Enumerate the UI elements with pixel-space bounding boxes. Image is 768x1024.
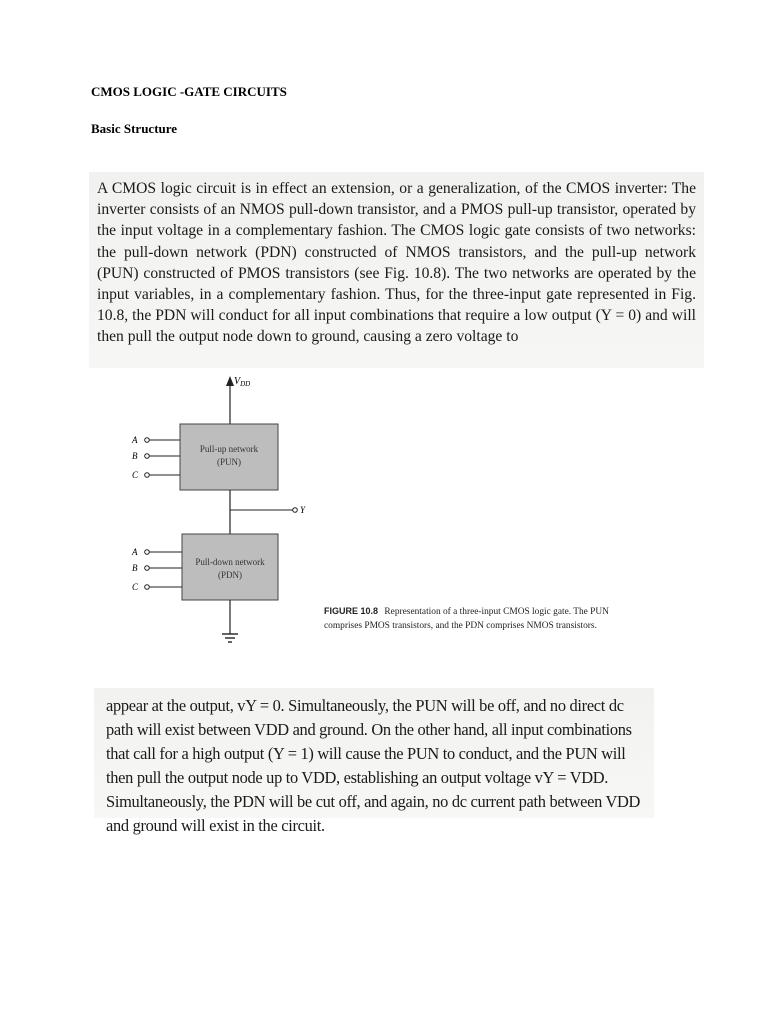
pdn-label-line1: Pull-down network: [195, 557, 265, 567]
scanned-paragraph-2: appear at the output, vY = 0. Simultaneously, the PUN will be off, and no direct dc path will exist between VDD and ground. On the other hand, all input combinations that call for a high output (Y = 1) will cause the PUN to conduct, and the PUN will then pull the output node up to VDD, establishing an output voltage vY = VDD. Simultaneously, the PDN will be cut off, and again, no dc current path between VDD and ground will exist in the circuit.: [106, 696, 641, 835]
pun-input-b-label: B: [132, 451, 138, 461]
ground-icon: [222, 634, 238, 642]
pun-input-b-terminal: [145, 454, 150, 459]
scanned-paragraph-1: A CMOS logic circuit is in effect an extension, or a generalization, of the CMOS inverter: The inverter consists of an NMOS pull-down transistor, and a PMOS pull-up transistor, operated by the input voltage in a complementary fashion. The CMOS logic gate consists of two networks: the pull-down network (PDN) constructed of NMOS transistors, and the pull-up network (PUN) constructed of PMOS transistors (see Fig. 10.8). The two networks are operated by the input variables, in a complementary fashion. Thus, for the three-input gate represented in Fig. 10.8, the PDN will conduct for all input combinations that require a low output (Y = 0) and will then pull the output node down to ground, causing a zero voltage to: [97, 180, 696, 346]
pdn-input-b-terminal: [145, 566, 150, 571]
vdd-label: $V_{DD}$: [234, 376, 251, 388]
output-label: Y: [300, 505, 306, 515]
pdn-input-b-label: B: [132, 563, 138, 573]
pun-input-c-label: C: [132, 470, 139, 480]
figure-caption-label: FIGURE 10.8: [324, 606, 379, 616]
pdn-input-a-label: A: [132, 547, 138, 557]
pun-input-c-terminal: [145, 473, 150, 478]
pun-input-a-label: A: [132, 435, 138, 445]
pdn-input-c-label: C: [132, 582, 139, 592]
figure-caption: [324, 605, 624, 633]
pun-label-line2: (PUN): [217, 457, 241, 467]
pdn-input-c-terminal: [145, 585, 150, 590]
pun-label-line1: Pull-up network: [199, 444, 259, 454]
pdn-input-a-terminal: [145, 550, 150, 555]
pdn-block: [182, 534, 278, 600]
scanned-text-block-2: [94, 688, 654, 835]
section-heading: Basic Structure: [91, 121, 178, 136]
pdn-label-line2: (PDN): [218, 570, 242, 580]
pun-input-a-terminal: [145, 438, 150, 443]
figure-caption-text: Representation of a three-input CMOS logic gate. The PUN comprises PMOS transistors, and the PDN comprises NMOS transistors.: [324, 607, 609, 631]
scanned-text-block-1: [89, 172, 704, 368]
document-title: CMOS LOGIC -GATE CIRCUITS: [91, 84, 287, 99]
output-terminal: [293, 508, 298, 513]
vdd-arrow-icon: [226, 376, 234, 386]
